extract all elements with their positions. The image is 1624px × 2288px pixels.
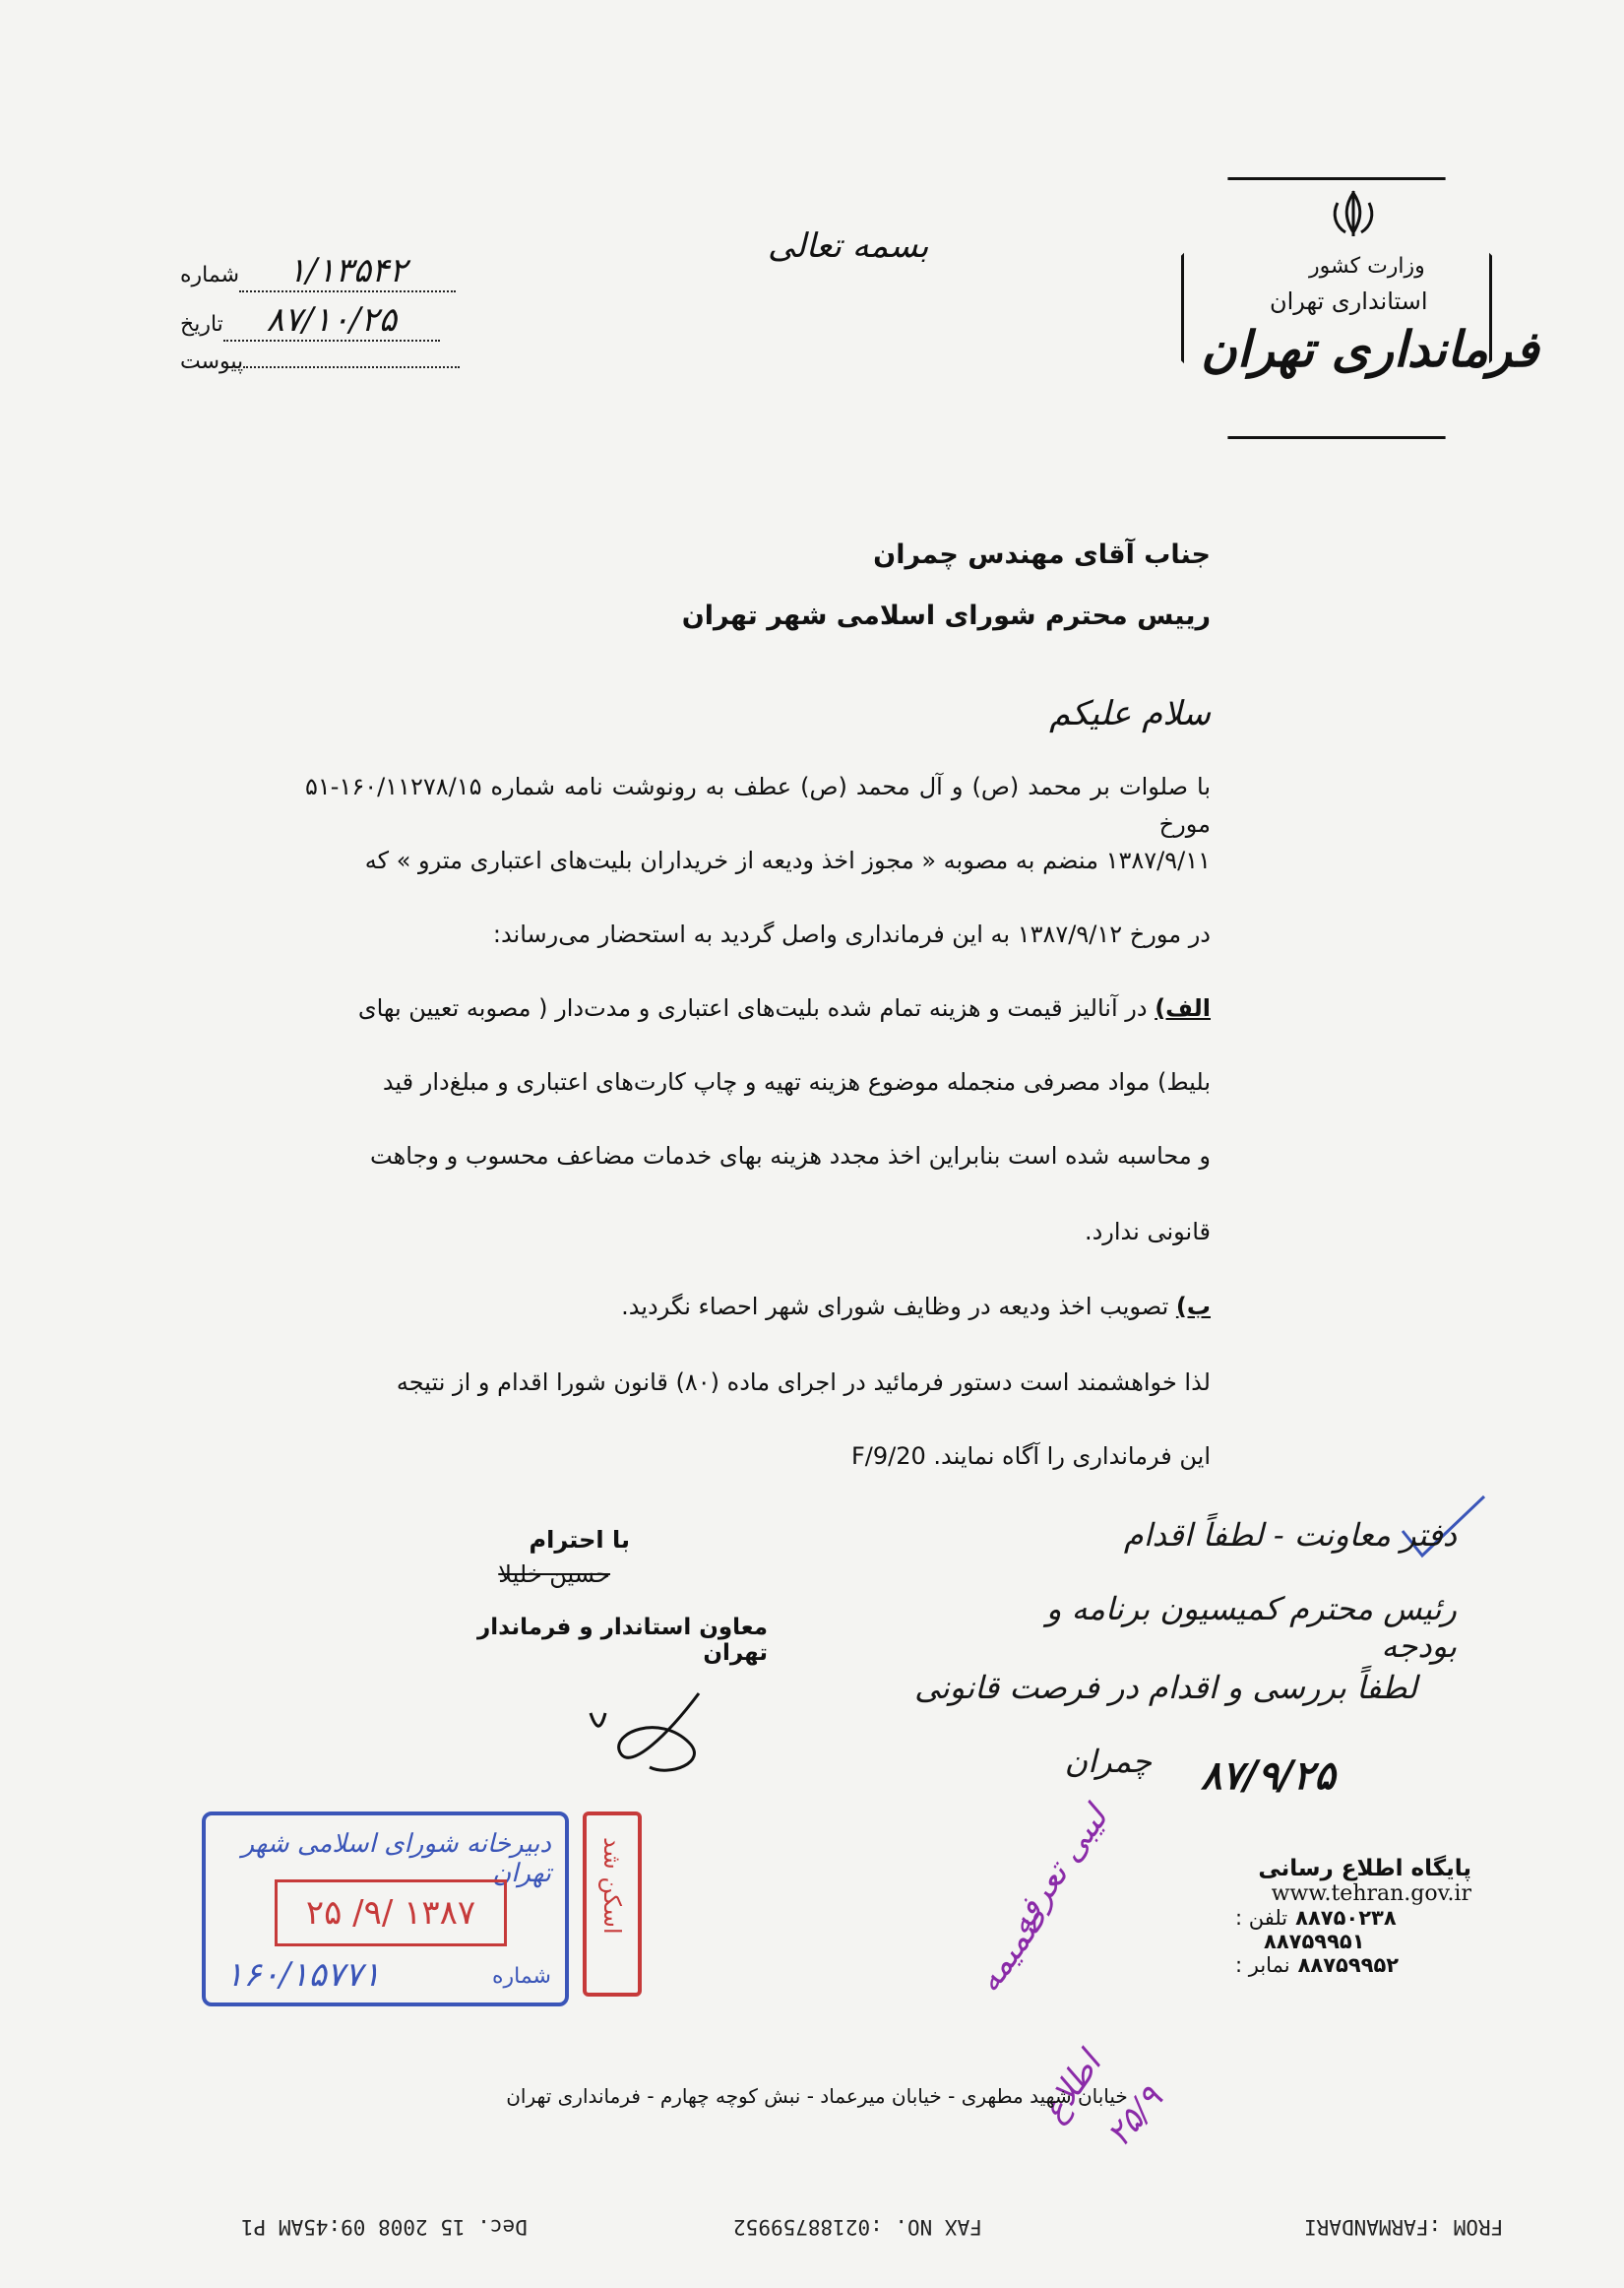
body-line-5: بلیط) مواد مصرفی منجمله موضوع هزینه تهیه و چاپ کارت‌های اعتباری و مبلغ‌دار قید	[382, 1068, 1211, 1096]
body-line-2: ۱۳۸۷/۹/۱۱ منضم به مصوبه « مجوز اخذ ودیعه از خریداران بلیت‌های اعتباری مترو » که	[364, 847, 1211, 874]
body-line-7: قانونی ندارد.	[1084, 1218, 1211, 1245]
meta-date-label: تاریخ	[180, 312, 223, 337]
bismillah: بسمه تعالی	[768, 226, 929, 266]
signer-title: معاون استاندار و فرماندار تهران	[477, 1615, 768, 1666]
item-b-label: ب)	[1175, 1293, 1211, 1320]
contact-phone-row	[1235, 1906, 1471, 1930]
body-line-8	[305, 1288, 1211, 1325]
greeting: سلام علیکم	[1049, 694, 1211, 733]
letter-meta	[172, 251, 487, 399]
footer-address: خیابان شهید مطهری - خیابان میرعماد - نبش کوچه چهارم - فرمانداری تهران	[506, 2084, 1128, 2108]
note-date: ۸۷/۹/۲۵	[1201, 1752, 1336, 1799]
governorate-name: استانداری تهران	[1270, 287, 1428, 315]
purple-note-3: اطلاع	[1033, 2044, 1110, 2130]
closing-regards: با احترام	[529, 1526, 630, 1554]
phone-2: ۸۸۷۵۹۹۵۱	[1264, 1930, 1365, 1953]
ministry-name: وزارت کشور	[1309, 254, 1425, 279]
contact-block	[1235, 1856, 1471, 1977]
item-a-label: الف)	[1155, 994, 1211, 1022]
farmandari-name: فرمانداری تهران	[1201, 320, 1539, 378]
fax-label: نمابر :	[1235, 1953, 1290, 1977]
contact-fax-row	[1235, 1953, 1471, 1977]
meta-attachment-row	[172, 350, 487, 399]
purple-note-4: ۲۵/۹	[1098, 2078, 1171, 2155]
item-b-text: تصویب اخذ ودیعه در وظایف شورای شهر احصاء نگردید.	[621, 1293, 1169, 1320]
stamp-title: دبیرخانه شورای اسلامی شهر تهران	[241, 1829, 551, 1888]
purple-note-2: ضمیمه	[968, 1898, 1056, 2001]
body-line-10-code: F/9/20	[850, 1442, 926, 1470]
body-line-10-text: این فرمانداری را آگاه نمایند.	[933, 1442, 1211, 1470]
iran-emblem-icon	[1324, 185, 1383, 244]
stamp-date: ۱۳۸۷ /۹/ ۲۵	[275, 1879, 507, 1946]
body-line-10	[305, 1437, 1211, 1475]
note-line-2: رئیس محترم کمیسیون برنامه و بودجه	[1045, 1590, 1457, 1665]
fax-date: Dec. 15 2008 09:45AM P1	[241, 2215, 528, 2239]
body-line-3: در مورخ ۱۳۸۷/۹/۱۲ به این فرمانداری واصل گردید به استحضار می‌رساند:	[492, 921, 1211, 948]
meta-attachment-label: پیوست	[180, 350, 244, 374]
note-line-1: دفتر معاونت - لطفاً اقدام	[1123, 1516, 1457, 1554]
stamp-number: ۱۶۰/۱۵۷۷۱	[225, 1955, 381, 1995]
addressee-name: جناب آقای مهندس چمران	[873, 540, 1211, 570]
fax-from: FROM :FARMANDARI	[1304, 2215, 1504, 2239]
phone-label: تلفن :	[1235, 1906, 1288, 1930]
addressee-title: رییس محترم شورای اسلامی شهر تهران	[681, 601, 1211, 631]
fax-number: ۸۸۷۵۹۹۵۲	[1297, 1953, 1400, 1977]
contact-title: پایگاه اطلاع رسانی	[1258, 1856, 1471, 1881]
body-line-4	[305, 989, 1211, 1027]
purple-note-1: لیبی تعرفه	[999, 1799, 1116, 1942]
meta-date-row	[172, 300, 487, 350]
scanned-stamp	[583, 1811, 642, 1997]
meta-attachment-value	[243, 366, 460, 368]
phone-1: ۸۸۷۵۰۲۳۸	[1295, 1906, 1397, 1930]
stamp-number-label: شماره	[491, 1964, 551, 1989]
body-line-6: و محاسبه شده است بنابراین اخذ مجدد هزینه بهای خدمات مضاعف محسوب و وجاهت	[370, 1142, 1211, 1170]
contact-phone-row-2	[1235, 1930, 1471, 1953]
registry-stamp	[202, 1811, 569, 2006]
meta-number-label: شماره	[180, 263, 240, 287]
item-a-text: در آنالیز قیمت و هزینه تمام شده بلیت‌های اعتباری و مدت‌دار ( مصوبه تعیین بهای	[357, 994, 1148, 1022]
fax-number-line: FAX NO. :02188759952	[733, 2215, 982, 2239]
meta-date-value: ۸۷/۱۰/۲۵	[223, 300, 440, 342]
signer-name: حسین خلیلا	[498, 1560, 610, 1588]
meta-number-row	[172, 251, 487, 300]
note-line-3: لطفاً بررسی و اقدام در فرصت قانونی	[914, 1669, 1417, 1706]
scanned-stamp-text: اسکن شد	[598, 1837, 626, 1935]
note-signature: چمران	[1064, 1743, 1152, 1780]
body-line-1: با صلوات بر محمد (ص) و آل محمد (ص) عطف به رونوشت نامه شماره ۱۶۰/۱۱۲۷۸/۱۵-۵۱ مورخ	[305, 773, 1211, 838]
contact-website: www.tehran.gov.ir	[1271, 1881, 1471, 1906]
meta-number-value: ۱/۱۳۵۴۲	[239, 251, 456, 292]
signature-icon	[551, 1674, 748, 1782]
body-line-9: لذا خواهشمند است دستور فرمائید در اجرای ماده (۸۰) قانون شورا اقدام و از نتیجه	[396, 1368, 1211, 1396]
